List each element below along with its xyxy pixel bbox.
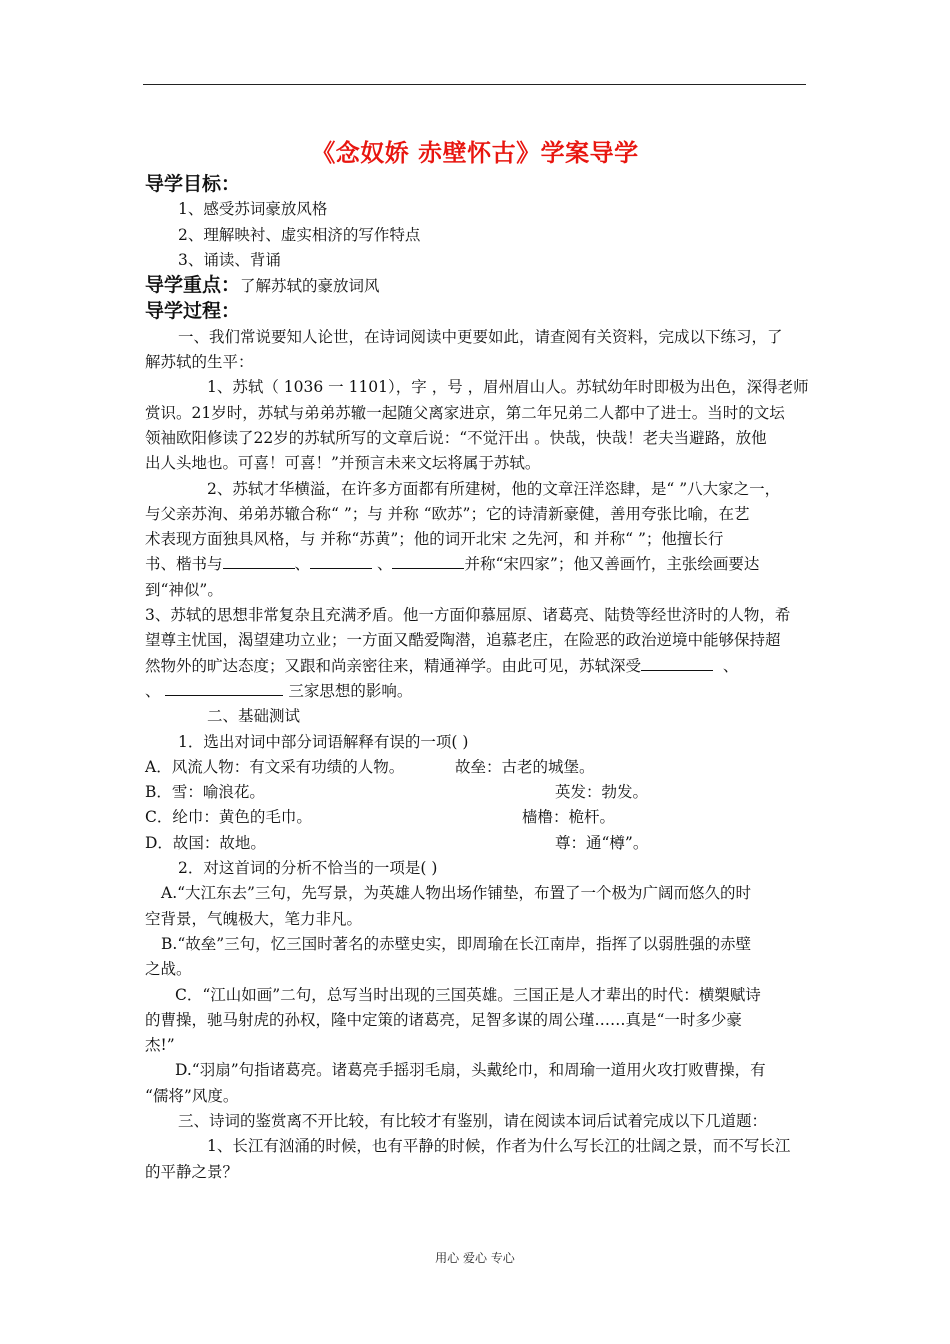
q1-option-d: D．故国：故地。 尊：通“樽”。: [145, 833, 649, 852]
document-body: [145, 172, 809, 1185]
q2-option-d: D.“羽扇”句指诸葛亮。诸葛亮手摇羽毛扇，头戴纶巾，和周瑜一道用火攻打败曹操，有 “儒将”风度。: [145, 1061, 766, 1105]
fill-blank[interactable]: [165, 680, 283, 696]
fill-blank[interactable]: [641, 655, 713, 671]
process-heading: 导学过程：: [145, 300, 241, 323]
part3-intro: 三、诗词的鉴赏离不开比较，有比较才有鉴别，请在阅读本词后试着完成以下几道题：: [178, 1111, 768, 1130]
goal-item: 1、感受苏词豪放风格: [178, 200, 328, 219]
goal-item: 3、诵读、背诵: [178, 250, 281, 269]
goal-item: 2、理解映衬、虚实相济的写作特点: [178, 225, 421, 244]
focus-heading: 导学重点：了解苏轼的豪放词风: [145, 274, 380, 297]
fill-blank[interactable]: [310, 553, 372, 569]
part1-intro: 一、我们常说要知人论世，在诗词阅读中更要如此，请查阅有关资料，完成以下练习，了 解苏轼的生平：: [145, 327, 783, 372]
q1-option-a: A．风流人物：有文采有功绩的人物。 故垒：古老的城堡。: [145, 757, 595, 776]
q2-option-a: A.“大江东去”三句，先写景，为英雄人物出场作铺垫，布置了一个极为广阔而悠久的时 空背景，气魄极大，笔力非凡。: [145, 884, 751, 928]
page-footer: 用心 爱心 专心: [435, 1251, 515, 1265]
q1-option-c: C．纶巾：黄色的毛巾。 樯橹：桅杆。: [145, 808, 616, 827]
q2-option-c: C．“江山如画”二句，总写当时出现的三国英雄。三国正是人才辈出的时代：横槊赋诗 的曹操，驰马射虎的孙权，隆中定策的诸葛亮，足智多谋的周公瑾……真是“一时多少豪 杰!”: [145, 985, 761, 1055]
paragraph-1: 1、苏轼（ 1036 一 1101），字 ，号 ，眉州眉山人。苏轼幼年时即极为出色，深得老师 赏识。21岁时，苏轼与弟弟苏辙一起随父离家进京，第二年兄弟二人都中了进士。当时的文坛 领袖欧阳修读了22岁的苏轼所写的文章后说：“不觉汗出 。快哉，快哉！老夫当避路，放他 出人头地也。可喜！可喜！”并预言未来文坛将属于苏轼。: [145, 378, 809, 473]
part2-heading: 二、基础测试: [207, 707, 301, 726]
page-title: 《念奴娇 赤壁怀古》学案导学: [311, 139, 639, 167]
fill-blank[interactable]: [392, 553, 464, 569]
focus-text: 了解苏轼的豪放词风: [240, 277, 380, 296]
paragraph-3: 3、苏轼的思想非常复杂且充满矛盾。他一方面仰慕屈原、诸葛亮、陆贽等经世济时的人物，希 望尊主忧国，渴望建功立业；一方面又酷爱陶潜，追慕老庄，在险恶的政治逆境中能够保持超 然物外的旷达态度；又跟和尚亲密往来，精通禅学。由此可见，苏轼深受 、 、 三家思想的影响。: [145, 606, 791, 700]
question-2: 2．对这首词的分析不恰当的一项是( ): [178, 859, 438, 878]
paragraph-2: 2、苏轼才华横溢，在许多方面都有所建树，他的文章汪洋恣肆，是“ ”八大家之一， 与父亲苏洵、弟弟苏辙合称“ ”；与 并称 “欧苏”；它的诗清新豪健，善用夸张比喻，在艺 术表现方面独具风格，与 并称“苏黄”；他的词开北宋 之先河，和 并称“ ”；他擅长行 书、楷书与 、 、 并称“宋四家”；他又善画竹，主张绘画要达 到“神似”。: [145, 479, 781, 599]
part3-question-1: 1、长江有汹涌的时候，也有平静的时候，作者为什么写长江的壮阔之景，而不写长江 的平静之景？: [145, 1137, 791, 1181]
q1-option-b: B．雪：喻浪花。 英发：勃发。: [145, 783, 649, 802]
header-rule: [143, 84, 806, 85]
fill-blank[interactable]: [223, 553, 295, 569]
q2-option-b: B.“故垒”三句，忆三国时著名的赤壁史实，即周瑜在长江南岸，指挥了以弱胜强的赤壁 之战。: [145, 934, 752, 979]
question-1: 1．选出对词中部分词语解释有误的一项( ): [178, 732, 469, 751]
goals-heading: 导学目标：: [145, 173, 241, 195]
